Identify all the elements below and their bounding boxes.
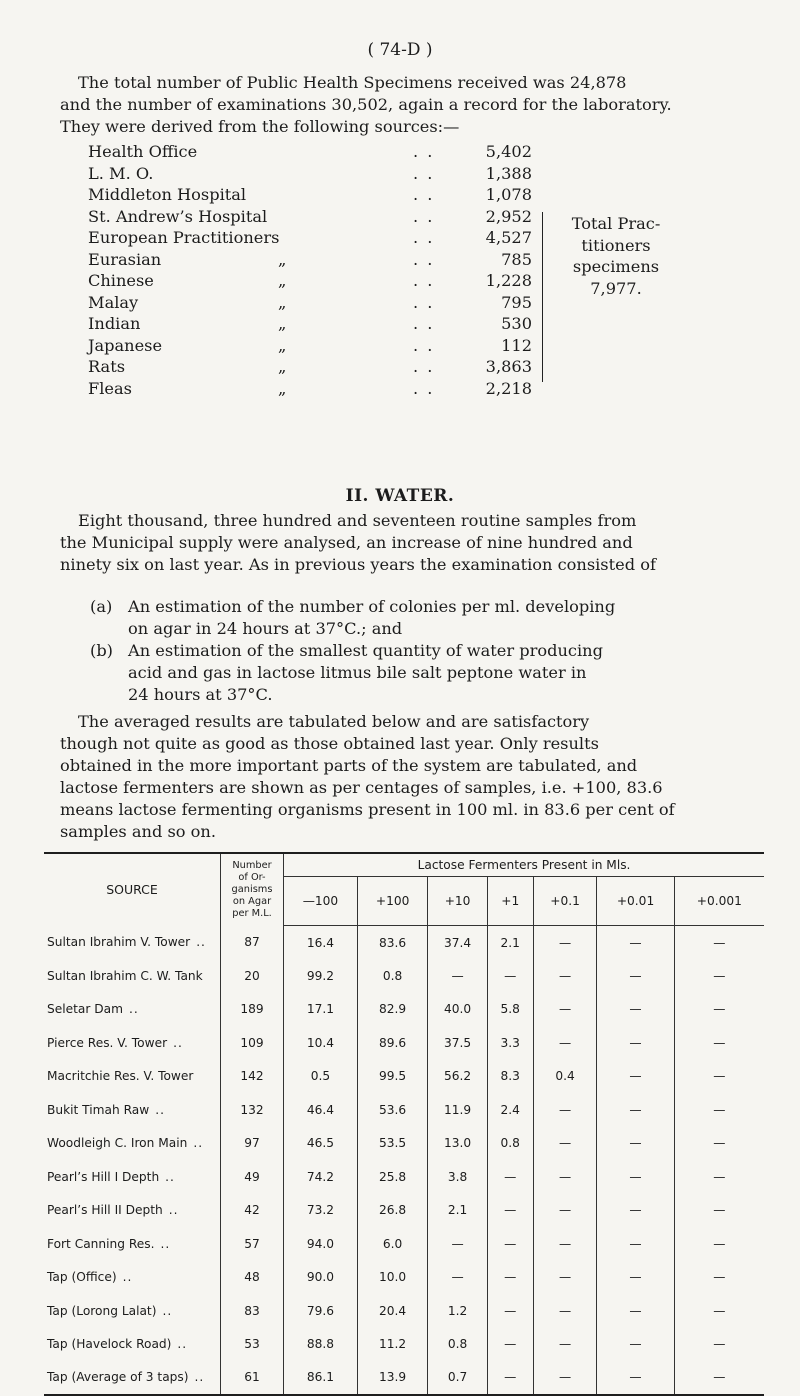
- table-row: [44, 1294, 764, 1328]
- source-name: L. M. O.: [88, 163, 154, 183]
- table-cell: —: [674, 1160, 764, 1194]
- table-cell: —: [533, 1261, 597, 1295]
- total-practitioners-note: Total Prac- titioners specimens 7,977.: [571, 214, 661, 298]
- table-cell: —: [533, 1294, 597, 1328]
- source-row: Malay „ . . 795: [88, 292, 532, 312]
- column-header: +0.1: [533, 877, 597, 926]
- source-name: Eurasian: [88, 249, 162, 269]
- table-row: [44, 1026, 764, 1060]
- source-row: Middleton Hospital . . 1,078: [88, 185, 532, 204]
- table-cell: —: [674, 1127, 764, 1161]
- table-cell: 25.8: [357, 1160, 427, 1194]
- table-cell: —: [533, 1227, 597, 1261]
- table-row: [44, 1093, 764, 1127]
- table-cell: 2.1: [428, 1194, 487, 1228]
- organism-count: 57: [221, 1227, 284, 1261]
- table-cell: —: [674, 993, 764, 1027]
- source-row: Eurasian „ . . 785: [88, 249, 532, 269]
- table-cell: —: [674, 1093, 764, 1127]
- source-name: Chinese: [88, 271, 154, 290]
- table-cell: 99.5: [357, 1060, 427, 1094]
- table-cell: 11.9: [428, 1093, 487, 1127]
- row-source: Tap (Average of 3 taps) ..: [44, 1361, 221, 1395]
- table-cell: —: [674, 1294, 764, 1328]
- row-source: Sultan Ibrahim V. Tower ..: [47, 935, 206, 950]
- table-cell: —: [674, 1194, 764, 1228]
- source-row: L. M. O. . . 1,388: [88, 163, 532, 183]
- table-cell: 53.6: [357, 1093, 427, 1127]
- table-cell: —: [597, 1294, 674, 1328]
- results-paragraph: The averaged results are tabulated below and are satisfactory though not quite as good as those obtained last year. Only results obtained in the more important parts of the system are tabulated, and lactose fermenters are shown as per centages of samples, i.e. +100, 83.6 means lactose fermenting organisms present in 100 ml. in 83.6 per cent of samples and so on.: [60, 712, 675, 841]
- row-source: Sultan Ibrahim C. W. Tank: [47, 968, 203, 983]
- organism-count: 132: [221, 1093, 284, 1127]
- table-cell: —: [487, 1328, 533, 1362]
- table-cell: —: [533, 1194, 597, 1228]
- ditto-mark: „: [278, 335, 287, 355]
- table-row: [44, 1261, 764, 1295]
- table-cell: —: [674, 1328, 764, 1362]
- source-count: 2,218: [485, 378, 532, 398]
- table-cell: 0.8: [428, 1328, 487, 1362]
- table-cell: —: [597, 1026, 674, 1060]
- source-name: Fleas: [88, 378, 132, 398]
- section-title: II. WATER.: [345, 486, 455, 506]
- table-cell: —: [674, 926, 764, 960]
- table-row: [44, 1328, 764, 1362]
- row-source: Tap (Office) ..: [47, 1270, 133, 1285]
- table-cell: —: [533, 1127, 597, 1161]
- source-row: Fleas „ . . 2,218: [88, 378, 532, 398]
- table-row: [44, 1227, 764, 1261]
- page-number: ( 74-D ): [367, 40, 433, 60]
- table-cell: 1.2: [428, 1294, 487, 1328]
- ditto-mark: „: [278, 271, 287, 290]
- lactose-group-header: Lactose Fermenters Present in Mls.: [284, 853, 765, 877]
- table-cell: 90.0: [284, 1261, 358, 1295]
- organism-count: 48: [221, 1261, 284, 1295]
- source-count: 795: [501, 292, 532, 312]
- table-cell: —: [533, 959, 597, 993]
- table-cell: 83.6: [357, 926, 427, 960]
- table-cell: —: [487, 959, 533, 993]
- source-row: European Practitioners . . 4,527: [88, 228, 532, 247]
- source-row: St. Andrew’s Hospital . . 2,952: [88, 206, 532, 226]
- table-cell: —: [533, 993, 597, 1027]
- source-count: 530: [501, 314, 532, 333]
- ditto-mark: „: [278, 357, 287, 376]
- row-source: Pearl’s Hill I Depth ..: [47, 1169, 175, 1184]
- table-cell: 2.1: [487, 926, 533, 960]
- source-name: Indian: [88, 314, 141, 333]
- source-name: Malay: [88, 292, 139, 312]
- table-cell: —: [597, 926, 674, 960]
- table-cell: 99.2: [284, 959, 358, 993]
- table-cell: 16.4: [284, 926, 358, 960]
- table-cell: 2.4: [487, 1093, 533, 1127]
- table-row: [44, 959, 764, 993]
- row-source: Seletar Dam ..: [47, 1002, 139, 1017]
- table-cell: —: [533, 1026, 597, 1060]
- table-cell: 0.8: [487, 1127, 533, 1161]
- table-cell: 0.4: [533, 1060, 597, 1094]
- source-column-header: SOURCE: [44, 853, 221, 926]
- table-cell: 20.4: [357, 1294, 427, 1328]
- table-cell: —: [428, 1261, 487, 1295]
- ditto-mark: „: [278, 314, 287, 333]
- row-source: Bukit Timah Raw ..: [47, 1102, 165, 1117]
- source-count: 5,402: [485, 142, 532, 161]
- table-cell: —: [597, 1127, 674, 1161]
- source-row: Indian „ . . 530: [88, 314, 532, 333]
- source-row: Chinese „ . . 1,228: [88, 271, 532, 290]
- table-cell: 89.6: [357, 1026, 427, 1060]
- ditto-mark: „: [278, 292, 287, 312]
- table-cell: —: [597, 993, 674, 1027]
- organism-count: 20: [221, 959, 284, 993]
- table-cell: 86.1: [284, 1361, 358, 1395]
- table-row: [44, 1361, 764, 1395]
- source-name: Japanese: [88, 335, 163, 355]
- table-cell: 46.4: [284, 1093, 358, 1127]
- table-cell: —: [533, 1361, 597, 1395]
- table-cell: 13.0: [428, 1127, 487, 1161]
- source-name: St. Andrew’s Hospital: [88, 206, 268, 226]
- table-cell: 10.4: [284, 1026, 358, 1060]
- intro-paragraph: [60, 72, 760, 138]
- table-row: [44, 1060, 764, 1094]
- source-name: European Practitioners: [88, 228, 280, 247]
- table-cell: —: [674, 1227, 764, 1261]
- table-cell: —: [674, 1060, 764, 1094]
- table-cell: —: [428, 959, 487, 993]
- table-cell: 37.4: [428, 926, 487, 960]
- column-header: +1: [487, 877, 533, 926]
- table-cell: —: [533, 926, 597, 960]
- table-cell: —: [597, 1160, 674, 1194]
- water-paragraph: Eight thousand, three hundred and seventeen routine samples from the Municipal supply were analysed, an increase of nine hundred and ninety six on last year. As in previous years the examination consisted of: [60, 511, 656, 574]
- table-cell: —: [487, 1160, 533, 1194]
- source-count: 112: [501, 335, 532, 355]
- organism-count: 49: [221, 1160, 284, 1194]
- row-source: Tap (Lorong Lalat) ..: [47, 1303, 173, 1318]
- table-cell: —: [674, 1361, 764, 1395]
- lactose-fermenters-table: [44, 852, 764, 1396]
- table-cell: —: [597, 1227, 674, 1261]
- table-cell: 3.8: [428, 1160, 487, 1194]
- row-source: Woodleigh C. Iron Main ..: [47, 1136, 204, 1151]
- table-cell: 8.3: [487, 1060, 533, 1094]
- table-row: [44, 926, 764, 960]
- table-row: [44, 1194, 764, 1228]
- source-row: Health Office . . 5,402: [88, 142, 532, 161]
- source-name: Health Office: [88, 142, 198, 161]
- source-count: 1,388: [485, 163, 532, 183]
- table-cell: 0.5: [284, 1060, 358, 1094]
- table-cell: 53.5: [357, 1127, 427, 1161]
- table-cell: —: [597, 1361, 674, 1395]
- table-cell: 13.9: [357, 1361, 427, 1395]
- table-cell: 11.2: [357, 1328, 427, 1362]
- source-name: Middleton Hospital: [88, 185, 247, 204]
- table-cell: —: [428, 1227, 487, 1261]
- organism-count: 142: [221, 1060, 284, 1094]
- row-source: Pearl’s Hill II Depth ..: [47, 1203, 179, 1218]
- table-cell: —: [533, 1160, 597, 1194]
- table-cell: 3.3: [487, 1026, 533, 1060]
- organism-count: 109: [221, 1026, 284, 1060]
- table-cell: 79.6: [284, 1294, 358, 1328]
- table-cell: —: [487, 1261, 533, 1295]
- table-cell: 37.5: [428, 1026, 487, 1060]
- table-cell: —: [487, 1194, 533, 1228]
- source-row: Japanese „ . . 112: [88, 335, 532, 355]
- column-header: +0.001: [674, 877, 764, 926]
- table-cell: —: [674, 1026, 764, 1060]
- column-header: +100: [357, 877, 427, 926]
- table-cell: 10.0: [357, 1261, 427, 1295]
- table-cell: 17.1: [284, 993, 358, 1027]
- table-row: [44, 1160, 764, 1194]
- intro-line-1: The total number of Public Health Specimens received was 24,878: [78, 73, 627, 92]
- table-cell: —: [487, 1227, 533, 1261]
- organism-count: 97: [221, 1127, 284, 1161]
- source-row: Rats „ . . 3,863: [88, 357, 532, 376]
- table-row: [44, 1127, 764, 1161]
- row-source: Pierce Res. V. Tower ..: [47, 1035, 183, 1050]
- organism-count: 189: [221, 993, 284, 1027]
- table-row: [44, 993, 764, 1027]
- intro-line-2: and the number of examinations 30,502, again a record for the laboratory.: [60, 95, 672, 114]
- table-cell: —: [597, 1093, 674, 1127]
- organism-count: 61: [221, 1361, 284, 1395]
- intro-line-3: They were derived from the following sources:—: [60, 117, 460, 136]
- table-cell: —: [597, 1194, 674, 1228]
- table-cell: 0.8: [357, 959, 427, 993]
- table-cell: 5.8: [487, 993, 533, 1027]
- table-cell: —: [487, 1361, 533, 1395]
- table-cell: 88.8: [284, 1328, 358, 1362]
- table-cell: —: [487, 1294, 533, 1328]
- ditto-mark: „: [278, 378, 287, 398]
- table-cell: 56.2: [428, 1060, 487, 1094]
- source-count: 4,527: [485, 228, 532, 247]
- source-count: 1,078: [485, 185, 532, 204]
- table-cell: 82.9: [357, 993, 427, 1027]
- source-count: 3,863: [485, 357, 532, 376]
- table-cell: —: [674, 959, 764, 993]
- practitioners-brace: [542, 212, 553, 382]
- table-cell: 0.7: [428, 1361, 487, 1395]
- organism-count: 53: [221, 1328, 284, 1362]
- table-cell: —: [597, 1328, 674, 1362]
- table-cell: —: [597, 1060, 674, 1094]
- ditto-mark: „: [278, 249, 287, 269]
- table-cell: —: [533, 1328, 597, 1362]
- column-header: —100: [284, 877, 358, 926]
- column-header: +0.01: [597, 877, 674, 926]
- source-name: Rats: [88, 357, 126, 376]
- source-count: 1,228: [485, 271, 532, 290]
- table-body: [44, 926, 764, 1395]
- table-cell: —: [597, 959, 674, 993]
- column-header: +10: [428, 877, 487, 926]
- organisms-column-header: Number of Or- ganisms on Agar per M.L.: [221, 853, 284, 926]
- table-cell: 46.5: [284, 1127, 358, 1161]
- organism-count: 87: [221, 926, 284, 960]
- source-count: 785: [501, 249, 532, 269]
- table-cell: —: [533, 1093, 597, 1127]
- row-source: Macritchie Res. V. Tower: [47, 1069, 194, 1084]
- table-cell: 40.0: [428, 993, 487, 1027]
- table-cell: —: [674, 1261, 764, 1295]
- table-cell: 74.2: [284, 1160, 358, 1194]
- row-source: Tap (Havelock Road) ..: [47, 1337, 188, 1352]
- table-cell: 6.0: [357, 1227, 427, 1261]
- source-count: 2,952: [485, 206, 532, 226]
- organism-count: 83: [221, 1294, 284, 1328]
- row-source: Fort Canning Res. ..: [47, 1236, 171, 1251]
- organism-count: 42: [221, 1194, 284, 1228]
- table-cell: 73.2: [284, 1194, 358, 1228]
- table-cell: 94.0: [284, 1227, 358, 1261]
- table-cell: 26.8: [357, 1194, 427, 1228]
- table-cell: —: [597, 1261, 674, 1295]
